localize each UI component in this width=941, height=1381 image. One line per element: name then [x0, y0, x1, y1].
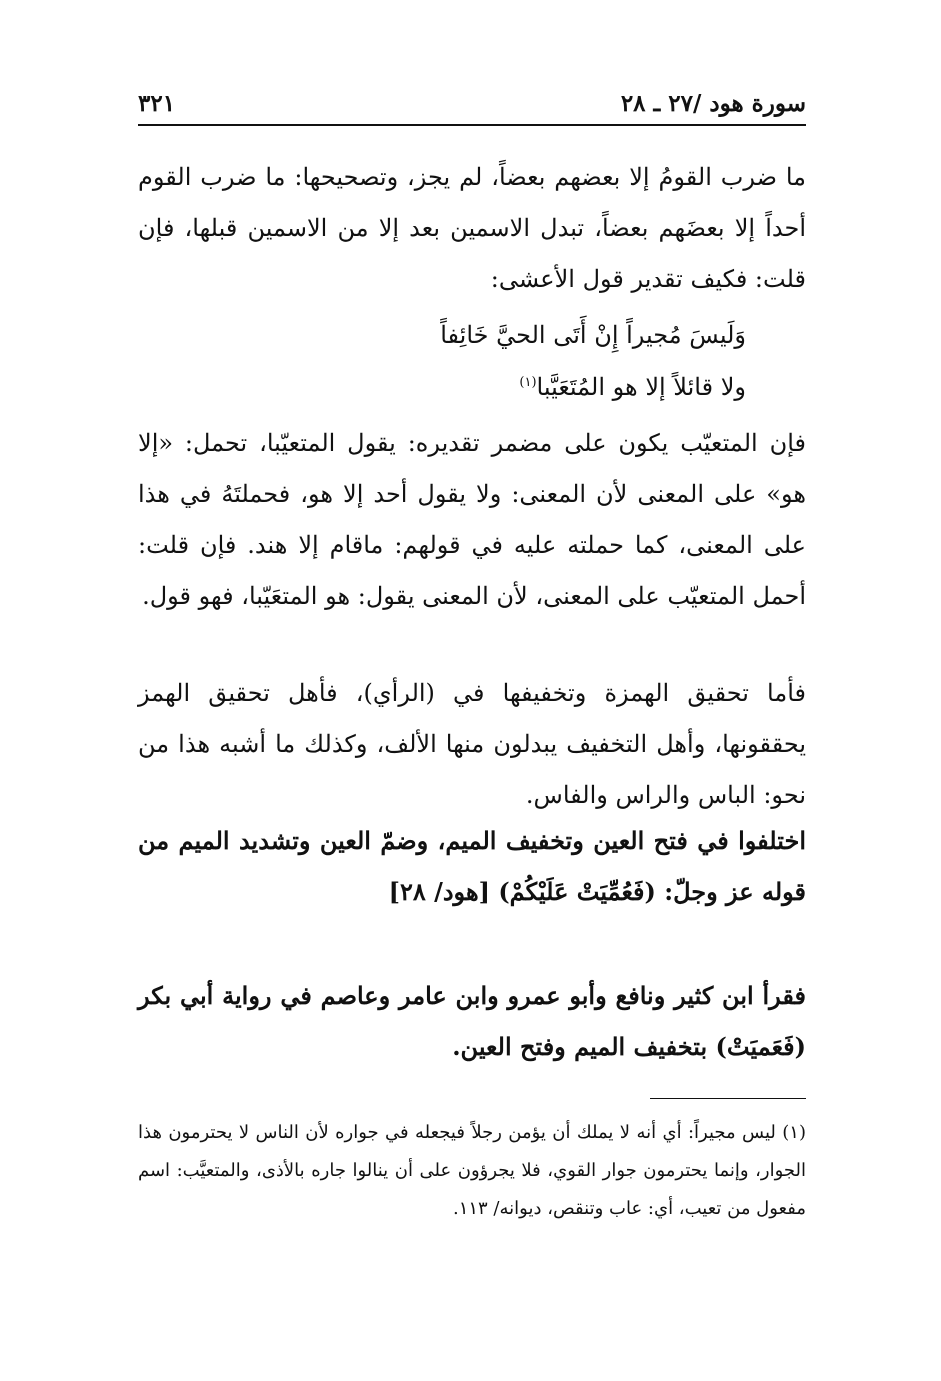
paragraph-5: فقرأ ابن كثير ونافع وأبو عمرو وابن عامر وعاصم في رواية أبي بكر (فَعَميَتْ) بتخفيف الميم وفتح العين.: [138, 981, 806, 1061]
footnote-separator: [650, 1098, 806, 1099]
footnote-1: (١) ليس مجيراً: أي أنه لا يملك أن يؤمن رجلاً فيجعله في جواره لأن الناس لا يحترمون هذا الجوار، وإنما يحترمون جوار القوي، فلا يجرؤون على أن ينالوا جاره بالأذى، والمتعيَّب: اسم مفعول من تعيب، أي: عاب وتنقص، ديوانه/ ١١٣.: [138, 1122, 806, 1219]
footnote-reference: (١): [519, 375, 537, 390]
verse-line-2-text: ولا قائلاً إلا هو المُتَعَيَّبا: [536, 373, 746, 401]
verse-line-2: [519, 360, 746, 410]
running-header: [138, 84, 806, 126]
verse-line-1: وَلَيسَ مُجيراً إِنْ أَتَى الحيَّ خَائِفاً: [440, 321, 746, 349]
paragraph-1: ما ضرب القومُ إلا بعضهم بعضاً، لم يجز، وتصحيحها: ما ضرب القوم أحداً إلا بعضَهم بعضاً، تبدل الاسمين بعد إلا من الاسمين قبلها، فإن قلت: فكيف تقدير قول الأعشى:: [138, 163, 806, 293]
page-number: ٣٢١: [138, 90, 176, 117]
paragraph-3: فأما تحقيق الهمزة وتخفيفها في (الرأي)، فأهل تحقيق الهمز يحققونها، وأهل التخفيف يبدلون منها الألف، وكذلك ما أشبه هذا من نحو: الباس والراس والفاس.: [138, 679, 807, 809]
paragraph-2: فإن المتعيّب يكون على مضمر تقديره: يقول المتعيّبا، تحمل: «إلا هو» على المعنى لأن المعنى: ولا يقول أحد إلا هو، فحملتَهُ في هذا على المعنى، كما حملته عليه في قولهم: ماقام إلا هند. فإن قلت: أحمل المتعيّب على المعنى، لأن المعنى يقول: هو المتعَيّبا، فهو قول.: [138, 429, 806, 610]
chapter-title: سورة هود /٢٧ ـ ٢٨: [620, 90, 806, 117]
paragraph-4: اختلفوا في فتح العين وتخفيف الميم، وضمّ العين وتشديد الميم من قوله عز وجلّ: (فَعُمِّيَتْ عَلَيْكُمْ) [هود/ ٢٨]: [138, 826, 806, 906]
